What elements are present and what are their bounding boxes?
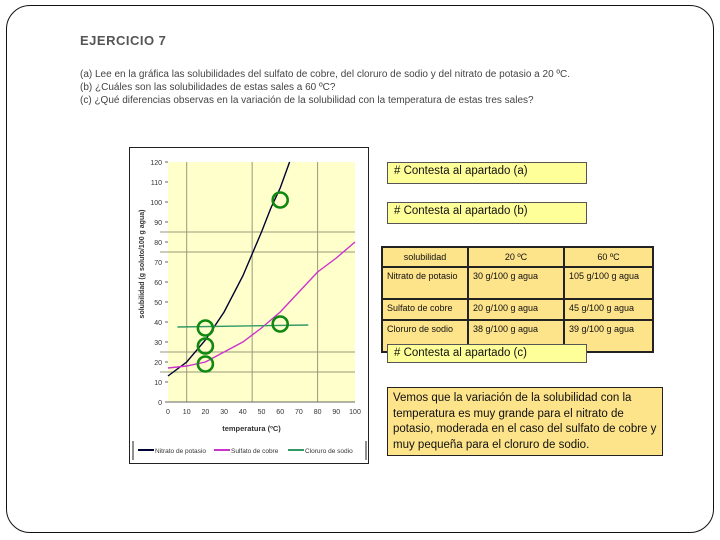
y-tick-label: 120 xyxy=(150,160,162,167)
x-tick-label: 20 xyxy=(201,409,210,416)
y-tick-label: 100 xyxy=(150,200,162,207)
x-tick-label: 40 xyxy=(238,409,247,416)
answer-c-box[interactable]: # Contesta al apartado (c) xyxy=(387,344,587,363)
header-cell: 20 ºC xyxy=(468,247,564,267)
solubility-table xyxy=(381,246,654,353)
legend-label: Nitrato de potasio xyxy=(155,448,206,455)
question-b: (b) ¿Cuáles son las solubilidades de estas sales a 60 ºC? xyxy=(80,82,336,93)
table-cell: Nitrato de potasio xyxy=(382,267,468,299)
x-axis-label: temperatura (ºC) xyxy=(222,424,281,433)
y-tick-label: 110 xyxy=(150,180,162,187)
table-row xyxy=(382,267,653,299)
header-cell: solubilidad xyxy=(382,247,468,267)
table-row xyxy=(382,299,653,320)
y-tick-label: 70 xyxy=(154,260,162,267)
y-tick-label: 0 xyxy=(158,400,162,407)
x-tick-label: 50 xyxy=(257,409,266,416)
table-cell: Cloruro de sodio xyxy=(382,320,468,352)
x-tick-label: 90 xyxy=(332,409,341,416)
y-tick-label: 80 xyxy=(154,240,162,247)
x-tick-label: 0 xyxy=(166,409,170,416)
y-tick-label: 60 xyxy=(154,280,162,287)
table-cell: 105 g/100 g agua xyxy=(564,267,653,299)
x-tick-label: 10 xyxy=(182,409,191,416)
y-tick-label: 50 xyxy=(154,300,162,307)
table-cell: 38 g/100 g agua xyxy=(468,320,564,352)
legend-label: Cloruro de sodio xyxy=(305,448,353,455)
table-cell: 30 g/100 g agua xyxy=(468,267,564,299)
y-tick-label: 10 xyxy=(154,380,162,387)
exercise-title: EJERCICIO 7 xyxy=(80,33,167,48)
solubility-chart xyxy=(129,147,369,464)
x-tick-label: 100 xyxy=(349,409,361,416)
legend-label: Sulfato de cobre xyxy=(231,448,279,455)
y-tick-label: 90 xyxy=(154,220,162,227)
y-tick-label: 20 xyxy=(154,360,162,367)
x-tick-label: 60 xyxy=(276,409,285,416)
y-tick-label: 30 xyxy=(154,340,162,347)
question-c: (c) ¿Qué diferencias observas en la variación de la solubilidad con la temperatura de estas tres sales? xyxy=(80,95,534,106)
question-a: (a) Lee en la gráfica las solubilidades del sulfato de cobre, del cloruro de sodio y del nitrato de potasio a 20 ºC. xyxy=(80,69,571,80)
y-axis-label: solubilidad (g soluto/100 g agua) xyxy=(139,209,146,319)
questions xyxy=(80,68,570,107)
table-cell: 45 g/100 g agua xyxy=(564,299,653,320)
answer-b-box[interactable]: # Contesta al apartado (b) xyxy=(387,202,587,224)
header-cell: 60 ºC xyxy=(564,247,653,267)
x-tick-label: 80 xyxy=(313,409,322,416)
x-tick-label: 30 xyxy=(220,409,228,416)
answer-a-box[interactable]: # Contesta al apartado (a) xyxy=(387,162,587,184)
table-cell: Sulfato de cobre xyxy=(382,299,468,320)
chart-canvas xyxy=(130,148,370,465)
table-header-row xyxy=(382,247,653,267)
y-tick-label: 40 xyxy=(154,320,162,327)
answer-c-text: Vemos que la variación de la solubilidad con la temperatura es muy grande para el nitrato de potasio, moderada en el caso del sulfato de cobre y muy pequeña para el cloruro de sodio. xyxy=(387,387,663,456)
x-tick-label: 70 xyxy=(295,409,303,416)
table-cell: 39 g/100 g agua xyxy=(564,320,653,352)
plot-area xyxy=(168,162,355,402)
table-cell: 20 g/100 g agua xyxy=(468,299,564,320)
